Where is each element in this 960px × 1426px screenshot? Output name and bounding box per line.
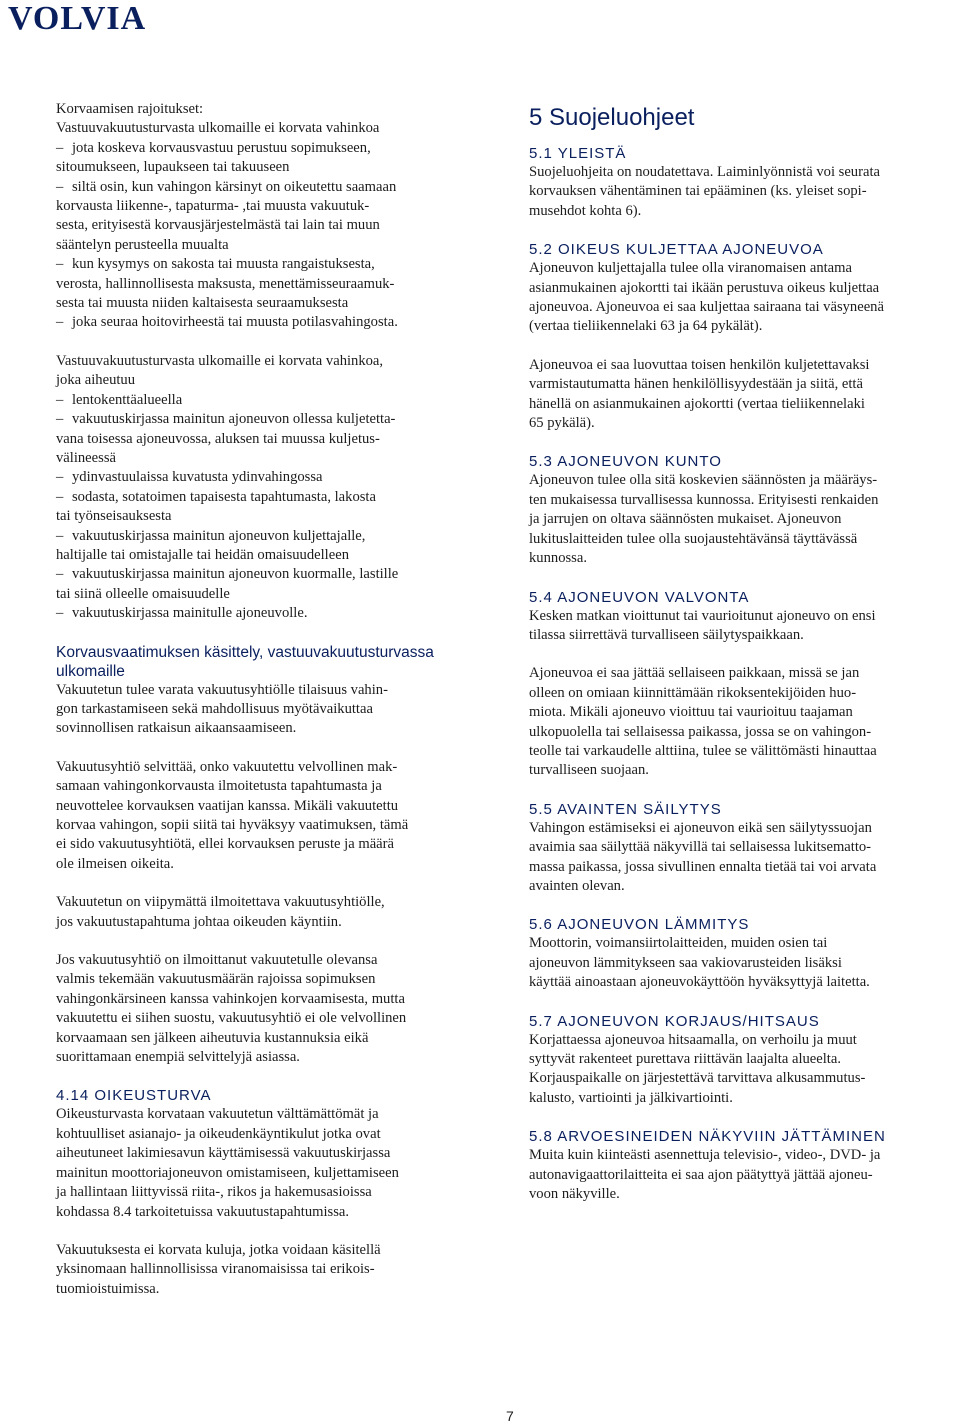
text-line: avainten olevan. <box>529 877 625 894</box>
text-line: ajoneuvoa. Ajoneuvoa ei saa kuljettaa sairaana tai väsyneenä <box>529 299 884 316</box>
dash-bullet: – <box>56 314 64 331</box>
chapter-title: 5 Suojeluohjeet <box>529 104 695 131</box>
heading-line: Korvausvaatimuksen käsittely, vastuuvakuutusturvassa <box>56 643 434 661</box>
limitations-list <box>56 139 488 333</box>
text-line: kalusto, vartiointi ja jälkivartiointi. <box>529 1089 733 1106</box>
page-number: 7 <box>506 1408 514 1424</box>
text-line: joka aiheutuu <box>56 372 136 389</box>
text-line: hänellä on asianmukainen ajokortti (vertaa tieliikennelaki <box>529 395 865 412</box>
text-line: ajoneuvon lämmitykseen saa vakiovarusteiden lisäksi <box>529 954 842 971</box>
left-column <box>56 100 488 1318</box>
list-item: – joka seuraa hoitovirheestä tai muusta potilasvahingosta. <box>56 313 488 332</box>
section-4-14-paragraphs <box>56 1105 488 1299</box>
text-line: mainitun moottoriajoneuvon omistamiseen, kuljettamiseen <box>56 1164 399 1181</box>
dash-bullet: – <box>56 488 64 505</box>
text-line: varmistautumatta hänen henkilöllisyydestään ja siitä, että <box>529 376 863 393</box>
list-item-continuation: sesta, erityisestä korvausjärjestelmästä tai lain tai muun <box>56 217 380 234</box>
text-line: 65 pykälä). <box>529 415 595 432</box>
text-line: ten mukaisessa turvallisessa kunnossa. Erityisesti renkaiden <box>529 491 879 508</box>
section-4-14-heading: 4.14 OIKEUSTURVA <box>56 1087 212 1105</box>
list-item-continuation: sesta tai muusta niiden kaltaisesta seuraamuksesta <box>56 295 349 312</box>
text-line: Muita kuin kiinteästi asennettuja televisio-, video-, DVD- ja <box>529 1147 881 1164</box>
text-line: teolle tai varkaudelle alttiina, tulee se välittömästi hinauttaa <box>529 742 877 759</box>
text-line: korvauksen vähentäminen tai epääminen (ks. yleiset sopi- <box>529 183 867 200</box>
right-column <box>529 104 957 1223</box>
text-line: Ajoneuvon kuljettajalla tulee olla viranomaisen antama <box>529 260 852 277</box>
text-line: kohtuulliset asianajo- ja oikeudenkäyntikulut jotka ovat <box>56 1125 381 1142</box>
limitations-title: Korvaamisen rajoitukset: <box>56 101 204 117</box>
text-line: lukituslaitteiden tulee olla suojaustehtävänsä täyttävässä <box>529 530 858 547</box>
paragraph <box>529 819 957 897</box>
list-item: – vakuutuskirjassa mainitun ajoneuvon kuormalle, lastille <box>56 565 488 584</box>
limitations-block <box>56 100 488 333</box>
volvia-logo <box>8 2 208 34</box>
text-line: turvalliseen suojaan. <box>529 762 649 779</box>
dash-bullet: – <box>56 411 64 428</box>
text-line: yksinomaan hallinnollisissa viranomaisissa tai erikois- <box>56 1261 375 1278</box>
list-item: – vakuutuskirjassa mainitun ajoneuvon kuljettajalle, <box>56 527 488 546</box>
text-line: Ajoneuvoa ei saa jättää sellaiseen paikkaan, missä se jan <box>529 665 860 682</box>
paragraph <box>529 471 957 568</box>
paragraph <box>56 893 488 932</box>
section-heading: 5.4 AJONEUVON VALVONTA <box>529 588 750 606</box>
text-line: valmis tekemään vakuutusmäärän rajoissa sopimuksen <box>56 971 376 988</box>
dash-bullet: – <box>56 566 64 583</box>
list-item-continuation: verosta, hallinnollisesta maksusta, menettämisseuraamuk- <box>56 275 395 292</box>
paragraph <box>529 1146 957 1204</box>
text-line: vakuutettu ei siihen suostu, vakuutusyhtiö ei ole velvollinen <box>56 1010 407 1027</box>
text-line: neuvottelee korvauksen vaatijan kanssa. Mikäli vakuutettu <box>56 797 399 814</box>
paragraph <box>56 681 488 739</box>
text-line: Vakuutusyhtiö selvittää, onko vakuutettu velvollinen mak- <box>56 758 398 775</box>
text-line: korvaa vahingon, sopii siitä tai hyväksyy vaatimuksen, tämä <box>56 817 409 833</box>
paragraph <box>529 356 957 434</box>
text-line: jos vakuutustapahtuma johtaa oikeuden käyntiin. <box>56 913 342 930</box>
text-line: kohdassa 8.4 tarkoitetuissa vakuutustapahtumissa. <box>56 1203 350 1220</box>
text-line: musehdot kohta 6). <box>529 202 642 219</box>
list-item-continuation: tai siinä olleelle omaisuudelle <box>56 585 230 602</box>
claims-paragraphs <box>56 681 488 1068</box>
list-item: – vakuutuskirjassa mainitun ajoneuvon ollessa kuljetetta- <box>56 410 488 429</box>
logo-text: VOLVIA <box>8 2 147 34</box>
text-line: syttyvät rakenteet purettava riittävän laajalta alueelta. <box>529 1051 841 1067</box>
limitations-intro: Vastuuvakuutusturvasta ulkomaille ei korvata vahinkoa <box>56 120 380 137</box>
list-item-continuation: vana toisessa ajoneuvossa, aluksen tai muussa kuljetus- <box>56 430 380 447</box>
list-item: – vakuutuskirjassa mainitulle ajoneuvolle. <box>56 604 488 623</box>
list-item: – siltä osin, kun vahingon kärsinyt on oikeutettu saamaan <box>56 178 488 197</box>
exclusions-intro <box>56 352 488 391</box>
text-line: Vakuutuksesta ei korvata kuluja, jotka voidaan käsitellä <box>56 1241 381 1258</box>
paragraph <box>529 163 957 221</box>
list-item: – kun kysymys on sakosta tai muusta rangaistuksesta, <box>56 255 488 274</box>
text-line: Suojeluohjeita on noudatettava. Laiminlyönnistä voi seurata <box>529 164 880 180</box>
paragraph <box>529 607 957 646</box>
dash-bullet: – <box>56 605 64 622</box>
text-line: autonavigaattorilaitteita ei saa ajon päätyttyä jättää ajoneu- <box>529 1166 873 1183</box>
text-line: suorittamaan enempiä selvittelyjä asiassa. <box>56 1049 300 1066</box>
text-line: aiheutuneet lakimiesavun käyttämisessä vakuutuskirjassa <box>56 1145 391 1162</box>
section-heading: 5.2 OIKEUS KULJETTAA AJONEUVOA <box>529 241 824 259</box>
list-item: – sodasta, sotatoimen tapaisesta tapahtumasta, lakosta <box>56 488 488 507</box>
text-line: samaan vahingonkorvausta ilmoitetusta tapahtumasta ja <box>56 778 382 795</box>
section-heading: 5.6 AJONEUVON LÄMMITYS <box>529 916 750 934</box>
text-line: Kesken matkan vioittunut tai vaurioitunut ajoneuvo on ensi <box>529 607 876 624</box>
list-item-continuation: haltijalle tai omistajalle tai heidän omaisuudelleen <box>56 546 349 563</box>
dash-bullet: – <box>56 391 64 408</box>
list-item-continuation: tai työnseisauksesta <box>56 508 172 525</box>
text-line: korvaamaan sen jälkeen aiheutuvia kustannuksia eikä <box>56 1029 369 1046</box>
section-heading: 5.3 AJONEUVON KUNTO <box>529 453 722 471</box>
text-line: Vastuuvakuutusturvasta ulkomaille ei korvata vahinkoa, <box>56 352 384 369</box>
text-line: gon tarkastamiseen sekä mahdollisuus myötävaikuttaa <box>56 700 373 717</box>
text-line: tuomioistuimissa. <box>56 1280 160 1297</box>
paragraph <box>529 934 957 992</box>
text-line: Ajoneuvoa ei saa luovuttaa toisen henkilön kuljetettavaksi <box>529 356 870 373</box>
list-item-continuation: korvausta liikenne-, tapaturma- ,tai muusta vakuutuk- <box>56 198 370 215</box>
text-line: olleen on omiaan kiinnittämään rikoksentekijöiden huo- <box>529 684 857 701</box>
text-line: voon näkyville. <box>529 1186 620 1203</box>
text-line: massa paikassa, jossa sivullinen ennalta tietää tai voi arvata <box>529 858 877 875</box>
dash-bullet: – <box>56 469 64 486</box>
exclusions-block <box>56 352 488 624</box>
claims-heading <box>56 643 488 681</box>
text-line: ulkopuolella tai sellaisessa paikassa, jossa se on vahingon- <box>529 723 872 740</box>
list-item-continuation: välineessä <box>56 449 116 466</box>
section-heading: 5.5 AVAINTEN SÄILYTYS <box>529 800 722 818</box>
paragraph <box>56 758 488 874</box>
list-item: – jota koskeva korvausvastuu perustuu sopimukseen, <box>56 139 488 158</box>
paragraph <box>529 664 957 780</box>
text-line: Korjattaessa ajoneuvoa hitsaamalla, on verhoilu ja muut <box>529 1031 857 1048</box>
text-line: Vakuutetun tulee varata vakuutusyhtiölle tilaisuus vahin- <box>56 681 388 698</box>
text-line: miota. Mikäli ajoneuvo vioittuu tai vaurioituu taajaman <box>529 704 853 721</box>
text-line: ja hallintaan liittyvissä riita-, rikos ja hakemusasioissa <box>56 1184 372 1201</box>
exclusions-list <box>56 391 488 624</box>
dash-bullet: – <box>56 256 64 273</box>
dash-bullet: – <box>56 178 64 195</box>
section-heading: 5.8 ARVOESINEIDEN NÄKYVIIN JÄTTÄMINEN <box>529 1128 886 1146</box>
list-item: – ydinvastuulaissa kuvatusta ydinvahingossa <box>56 468 488 487</box>
paragraph <box>529 1031 957 1109</box>
list-item-continuation: sitoumukseen, lupaukseen tai takuuseen <box>56 159 290 176</box>
paragraph <box>529 259 957 337</box>
text-line: ole ilmeisen oikeita. <box>56 855 174 872</box>
paragraph <box>56 951 488 1067</box>
text-line: kunnossa. <box>529 550 587 567</box>
text-line: sovinnollisen ratkaisun aikaansaamiseen. <box>56 720 297 737</box>
text-line: käyttää ainoastaan ajoneuvokäyttöön hyväksyttyjä laitetta. <box>529 974 870 991</box>
text-line: Moottorin, voimansiirtolaitteiden, muiden osien tai <box>529 935 828 952</box>
section-heading: 5.7 AJONEUVON KORJAUS/HITSAUS <box>529 1012 820 1030</box>
paragraph <box>56 1105 488 1221</box>
text-line: Ajoneuvon tulee olla sitä koskevien säännösten ja määräys- <box>529 472 878 489</box>
text-line: Korjauspaikalle on järjestettävä tarvittava alkusammutus- <box>529 1070 866 1087</box>
dash-bullet: – <box>56 527 64 544</box>
text-line: ei sido vakuutusyhtiötä, ellei korvauksen peruste ja määrä <box>56 836 394 853</box>
text-line: (vertaa tieliikennelaki 63 ja 64 pykälät). <box>529 318 763 335</box>
heading-line: ulkomaille <box>56 662 125 680</box>
text-line: Oikeusturvasta korvataan vakuutetun välttämättömät ja <box>56 1106 379 1123</box>
section-heading: 5.1 YLEISTÄ <box>529 145 627 162</box>
list-item: – lentokenttäalueella <box>56 391 488 410</box>
text-line: avaimia saa säilyttää näkyvillä tai sellaisessa lukitsematto- <box>529 839 872 856</box>
dash-bullet: – <box>56 139 64 156</box>
paragraph <box>56 1241 488 1299</box>
text-line: Vakuutetun on viipymättä ilmoitettava vakuutusyhtiölle, <box>56 894 385 911</box>
text-line: vahingonkärsineen kanssa vahinkojen korvaamisesta, mutta <box>56 990 405 1007</box>
protection-sections <box>529 144 957 1204</box>
text-line: tilassa siirrettävä turvalliseen säilytyspaikkaan. <box>529 626 804 643</box>
list-item-continuation: sääntelyn perusteella muualta <box>56 236 229 253</box>
text-line: Vahingon estämiseksi ei ajoneuvon eikä sen säilytyssuojan <box>529 819 872 836</box>
text-line: asianmukainen ajokortti tai ikään perustuva oikeus kuljettaa <box>529 279 880 296</box>
text-line: ja jarrujen on oltava säännösten mukaiset. Ajoneuvon <box>529 511 842 528</box>
text-line: Jos vakuutusyhtiö on ilmoittanut vakuutetulle olevansa <box>56 952 378 969</box>
